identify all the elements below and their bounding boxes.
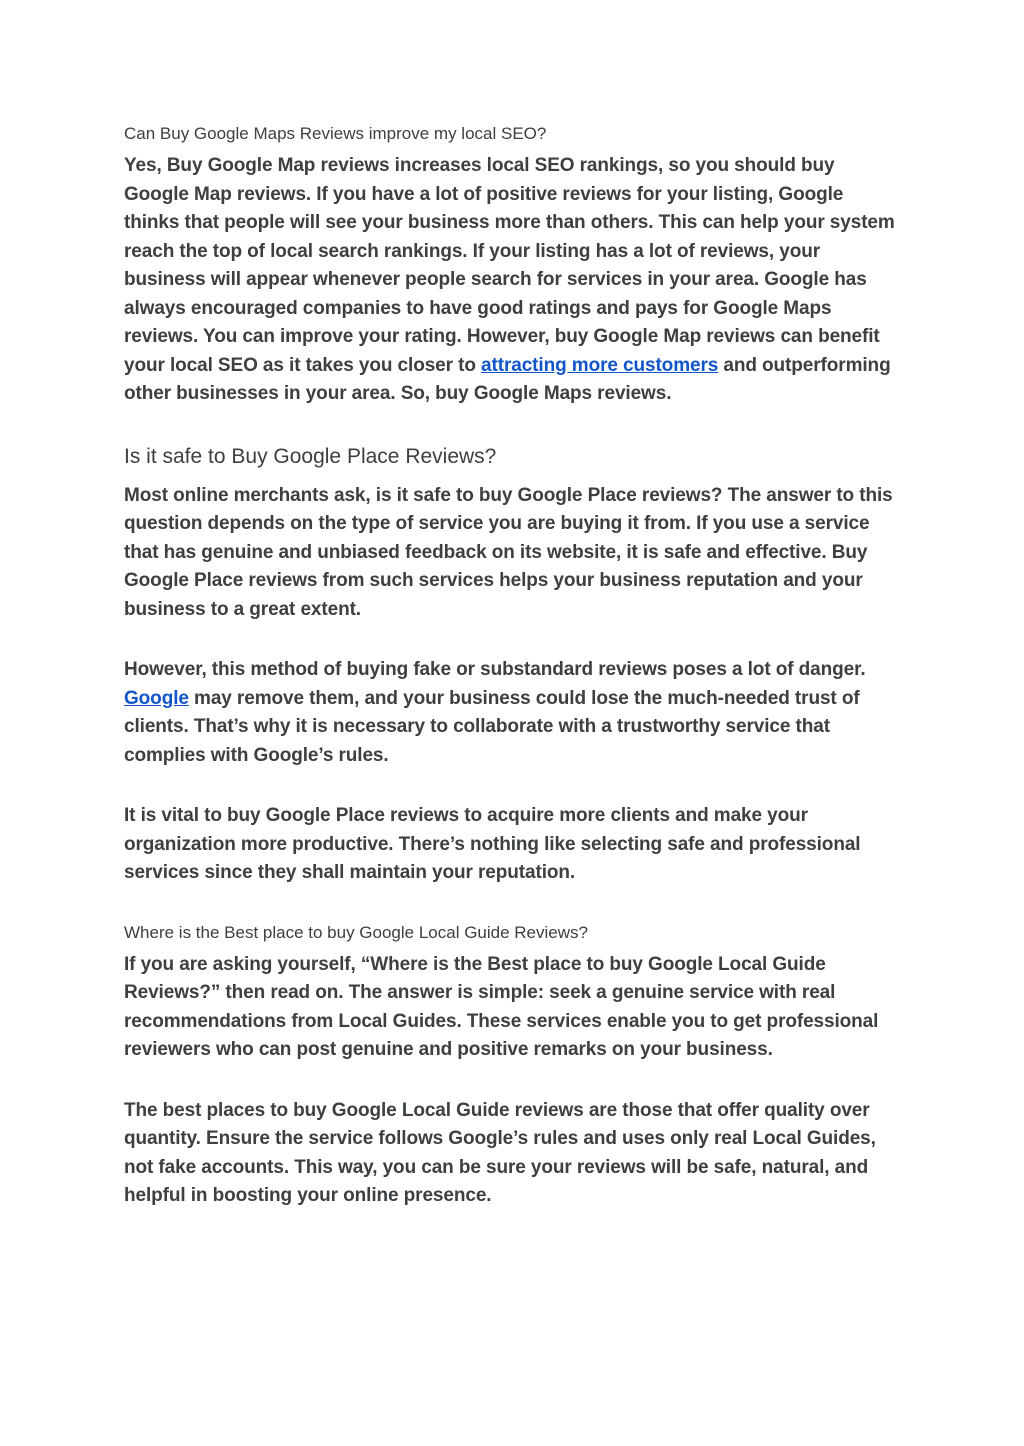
paragraph-text: and outperforming other businesses in your area. So, buy Google Maps reviews. xyxy=(124,354,891,404)
google-link[interactable]: Google xyxy=(124,687,189,709)
paragraph-text: However, this method of buying fake or substandard reviews poses a lot of danger. xyxy=(124,659,866,680)
paragraph-safe-3: It is vital to buy Google Place reviews to acquire more clients and make your organization more productive. There’s nothing like selecting safe and professional services since they shall maintain your reputation. xyxy=(124,805,861,883)
attracting-more-customers-link[interactable]: attracting more customers xyxy=(481,354,719,376)
document-page xyxy=(124,122,900,1211)
paragraph-text: Yes, Buy Google Map reviews increases local SEO rankings, so you should buy Google Map reviews. If you have a lot of positive reviews for your listing, Google thinks that people will see your business more than others. This can help your system reach the top of local search rankings. If your listing has a lot of reviews, your business will appear whenever people search for services in your area. Google has always encouraged companies to have good ratings and pays for Google Maps reviews. You can improve your rating. However, buy Google Map reviews can benefit your local SEO as it takes you closer to xyxy=(124,155,895,376)
section-heading-safe-place-reviews: Is it safe to Buy Google Place Reviews? xyxy=(124,444,497,468)
paragraph-local-guide-1: If you are asking yourself, “Where is the Best place to buy Google Local Guide Reviews?” then read on. The answer is simple: seek a genuine service with real recommendations from Local Guides. These services enable you to get professional reviewers who can post genuine and positive remarks on your business. xyxy=(124,953,879,1060)
section-heading-local-seo: Can Buy Google Maps Reviews improve my local SEO? xyxy=(124,124,547,143)
paragraph-local-seo xyxy=(124,152,900,409)
paragraph-text: may remove them, and your business could lose the much-needed trust of clients. That’s why it is necessary to collaborate with a trustworthy service that complies with Google’s rules. xyxy=(124,687,860,766)
paragraph-local-guide-2: The best places to buy Google Local Guide reviews are those that offer quality over quantity. Ensure the service follows Google’s rules and uses only real Local Guides, not fake accounts. This way, you can be sure your reviews will be safe, natural, and helpful in boosting your online presence. xyxy=(124,1099,876,1206)
paragraph-safe-2 xyxy=(124,656,900,770)
paragraph-safe-1: Most online merchants ask, is it safe to buy Google Place reviews? The answer to this question depends on the type of service you are buying it from. If you use a service that has genuine and unbiased feedback on its website, it is safe and effective. Buy Google Place reviews from such services helps your business reputation and your business to a great extent. xyxy=(124,484,893,620)
section-heading-local-guide: Where is the Best place to buy Google Local Guide Reviews? xyxy=(124,922,588,942)
